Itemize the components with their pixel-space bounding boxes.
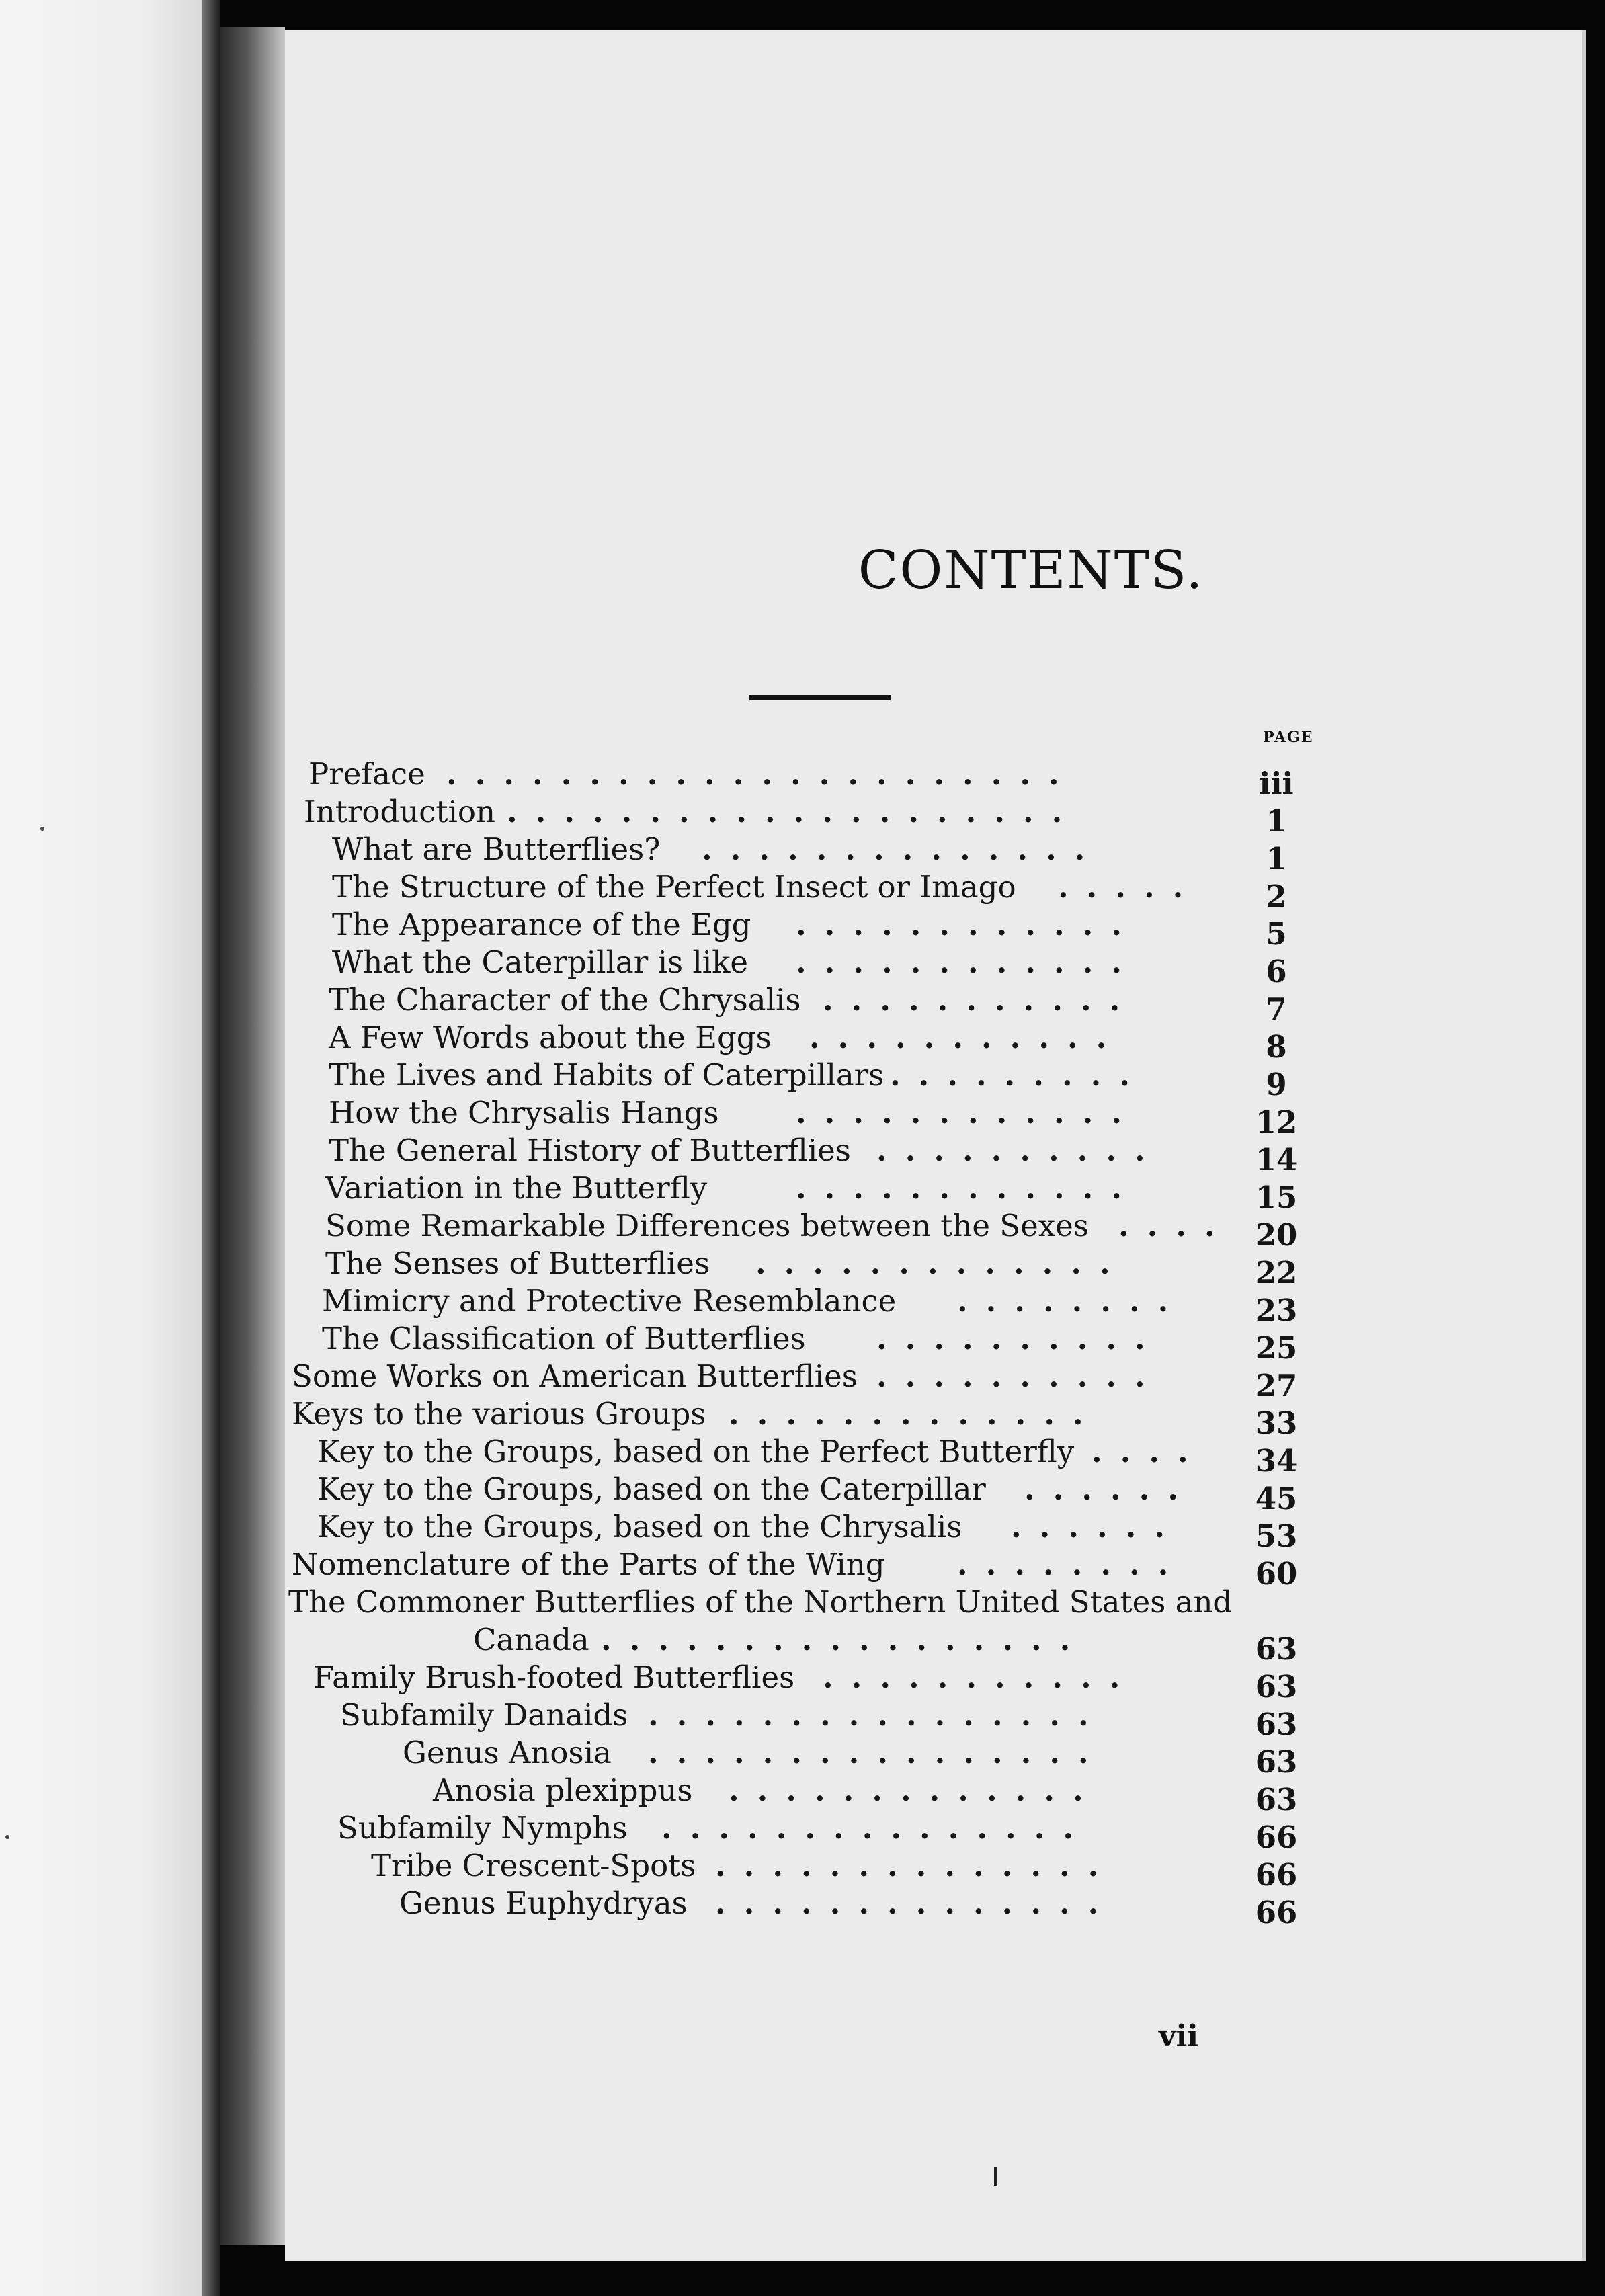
toc-entry-page: 5	[1266, 916, 1287, 952]
toc-entry-page: 1	[1266, 841, 1287, 876]
toc-entry-title: The Character of the Chrysalis	[329, 982, 801, 1018]
toc-entry-page: 66	[1255, 1819, 1298, 1855]
dot-leader: ..............	[715, 1885, 1117, 1921]
dot-leader: .............	[729, 1772, 1102, 1808]
ink-speck	[40, 827, 44, 831]
toc-entry-title: The Commoner Butterflies of the Northern United States and	[288, 1584, 1233, 1620]
toc-entry-page: 2	[1266, 878, 1287, 914]
toc-entry-page: 45	[1255, 1481, 1298, 1516]
toc-entry-title: The Appearance of the Egg	[332, 907, 751, 942]
toc-entry-page: 23	[1255, 1293, 1298, 1328]
dot-leader: .............	[729, 1396, 1102, 1432]
toc-entry-title: Some Remarkable Differences between the Sexes	[325, 1208, 1089, 1243]
toc-entry-title: Keys to the various Groups	[292, 1396, 706, 1432]
ink-speck	[5, 1835, 9, 1839]
toc-entry-page: iii	[1259, 766, 1294, 801]
contents-page	[285, 30, 1586, 2261]
facing-page-edge	[202, 0, 220, 2296]
dot-leader: ............	[796, 1170, 1140, 1206]
toc-entry-page: 1	[1266, 803, 1287, 839]
dot-leader: .....	[1058, 869, 1202, 905]
toc-entry-title: Canada	[473, 1622, 589, 1657]
dot-leader: ......	[1024, 1471, 1196, 1507]
dot-leader: ....	[1092, 1434, 1206, 1469]
dot-leader: ....	[1118, 1208, 1233, 1243]
toc-entry-page: 63	[1255, 1707, 1298, 1742]
book-gutter	[220, 27, 285, 2245]
page-column-heading: PAGE	[1263, 729, 1314, 746]
dot-leader: ...............	[661, 1810, 1092, 1846]
dot-leader: ............	[796, 907, 1140, 942]
dot-leader: ..............	[715, 1848, 1117, 1883]
toc-entry-title: Key to the Groups, based on the Caterpillar	[317, 1471, 986, 1507]
toc-entry-title: Family Brush-footed Butterflies	[313, 1659, 795, 1695]
dot-leader: ......................	[446, 756, 1077, 792]
toc-entry-page: 22	[1255, 1255, 1298, 1290]
title-rule	[749, 695, 891, 700]
dot-leader: ......	[1011, 1509, 1183, 1545]
toc-entry-page: 9	[1266, 1067, 1287, 1102]
toc-entry-title: Anosia plexippus	[433, 1772, 693, 1808]
toc-entry-title: What the Caterpillar is like	[332, 944, 749, 980]
dot-leader: ............	[796, 1095, 1140, 1131]
facing-page	[0, 0, 202, 2296]
dot-leader: ..........	[876, 1358, 1163, 1394]
dot-leader: ...........	[809, 1020, 1125, 1055]
dot-leader: ........	[957, 1547, 1187, 1582]
dot-leader: ....................	[507, 794, 1081, 829]
dot-leader: ................	[648, 1735, 1107, 1770]
toc-entry-title: Subfamily Nymphs	[337, 1810, 628, 1846]
toc-entry-title: Genus Anosia	[403, 1735, 612, 1770]
dot-leader: ..............	[702, 831, 1104, 867]
toc-entry-page: 66	[1255, 1857, 1298, 1893]
dot-leader: .........	[890, 1057, 1148, 1093]
toc-entry-title: How the Chrysalis Hangs	[329, 1095, 719, 1131]
page-title: CONTENTS.	[858, 540, 1204, 601]
toc-entry-title: Subfamily Danaids	[340, 1697, 628, 1733]
toc-entry-page: 53	[1255, 1518, 1298, 1554]
dot-leader: ..........	[876, 1133, 1163, 1168]
toc-entry-page: 63	[1255, 1744, 1298, 1780]
toc-entry-page: 63	[1255, 1669, 1298, 1705]
toc-entry-page: 33	[1255, 1405, 1298, 1441]
toc-entry-title: Introduction	[304, 794, 495, 829]
toc-entry-page: 15	[1255, 1180, 1298, 1215]
dot-leader: ................	[648, 1697, 1107, 1733]
toc-entry-title: Preface	[308, 756, 425, 792]
toc-entry-title: Mimicry and Protective Resemblance	[322, 1283, 897, 1319]
toc-entry-title: Some Works on American Butterflies	[292, 1358, 858, 1394]
toc-entry-title: Variation in the Butterfly	[325, 1170, 708, 1206]
toc-entry-title: A Few Words about the Eggs	[329, 1020, 772, 1055]
toc-entry-page: 14	[1255, 1142, 1298, 1178]
toc-entry-title: Key to the Groups, based on the Perfect Butterfly	[317, 1434, 1075, 1469]
toc-entry-title: Tribe Crescent-Spots	[371, 1848, 696, 1883]
toc-entry-page: 6	[1266, 954, 1287, 989]
toc-entry-title: The Lives and Habits of Caterpillars	[329, 1057, 884, 1093]
toc-entry-page: 25	[1255, 1330, 1298, 1366]
toc-entry-page: 63	[1255, 1782, 1298, 1817]
toc-entry-page: 63	[1255, 1631, 1298, 1667]
dot-leader: ............	[796, 944, 1140, 980]
toc-entry-title: The General History of Butterflies	[329, 1133, 851, 1168]
dot-leader: .............	[755, 1245, 1128, 1281]
toc-entry-page: 12	[1255, 1104, 1298, 1140]
page-folio: vii	[1159, 2019, 1198, 2053]
toc-entry-title: What are Butterflies?	[332, 831, 661, 867]
toc-entry-title: The Classification of Butterflies	[322, 1321, 806, 1356]
toc-entry-title: Nomenclature of the Parts of the Wing	[292, 1547, 885, 1582]
toc-entry-title: The Senses of Butterflies	[325, 1245, 710, 1281]
toc-entry-title: Key to the Groups, based on the Chrysalis	[317, 1509, 962, 1545]
dot-leader: ..........	[876, 1321, 1163, 1356]
toc-entry-page: 8	[1266, 1029, 1287, 1065]
toc-entry-title: The Structure of the Perfect Insect or Imago	[332, 869, 1016, 905]
toc-entry-page: 7	[1266, 991, 1287, 1027]
toc-entry-page: 27	[1255, 1368, 1298, 1403]
dot-leader: ...........	[823, 1659, 1139, 1695]
dot-leader: ........	[957, 1283, 1187, 1319]
scan-mark	[994, 2167, 997, 2186]
toc-entry-title: Genus Euphydryas	[399, 1885, 688, 1921]
toc-entry-page: 20	[1255, 1217, 1298, 1253]
toc-entry-page: 34	[1255, 1443, 1298, 1479]
toc-entry-page: 60	[1255, 1556, 1298, 1592]
toc-entry-page: 66	[1255, 1895, 1298, 1930]
dot-leader: .................	[601, 1622, 1089, 1657]
dot-leader: ...........	[823, 982, 1139, 1018]
